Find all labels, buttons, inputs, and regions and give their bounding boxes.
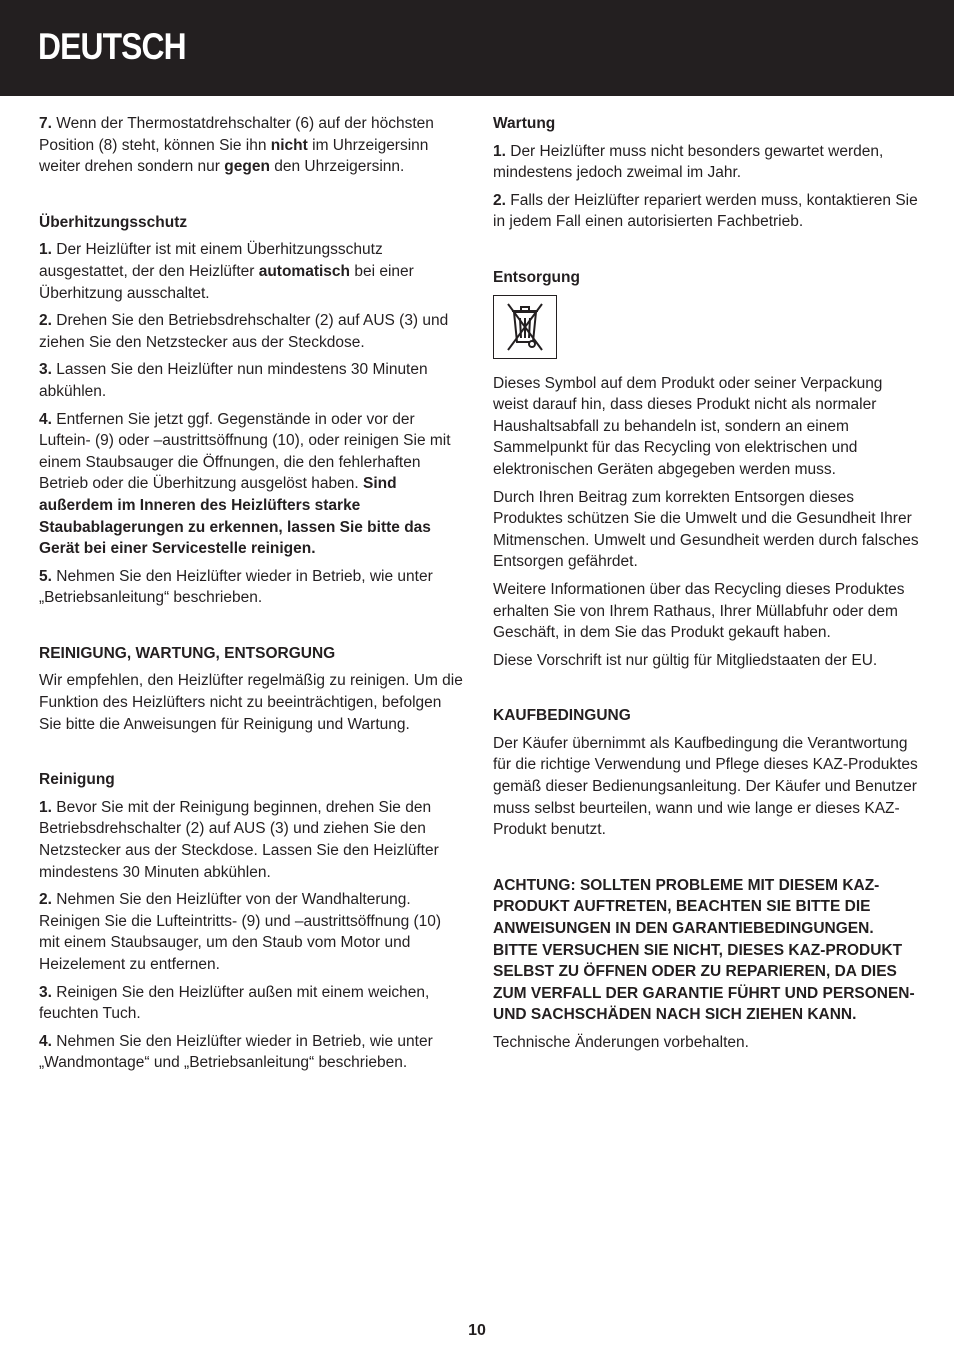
maintenance-heading: Wartung (493, 115, 556, 132)
step-7: 7. Wenn der Thermostatdrehschalter (6) auf der höchsten Position (8) steht, können Sie ihn nicht im Uhrzeigersinn weiter drehen sondern nur gegen den Uhrzeigersinn. (39, 115, 434, 176)
disposal-paragraph-4: Diese Vorschrift ist nur gültig für Mitgliedstaaten der EU. (493, 651, 878, 669)
cleaning-step-3: 3. Reinigen Sie den Heizlüfter außen mit einem weichen, feuchten Tuch. (39, 983, 430, 1023)
page-header (0, 0, 954, 96)
cleaning-step-2: 2. Nehmen Sie den Heizlüfter von der Wandhalterung. Reinigen Sie die Lufteintritts- (9) und –austrittsöffnung (10) mit einem Staubsauger, um den Staub vom Motor und Heizelement zu entfernen. (39, 891, 442, 973)
overheat-step-3: 3. Lassen Sie den Heizlüfter nun mindestens 30 Minuten abkühlen. (39, 361, 428, 400)
right-column (493, 113, 921, 1060)
overheat-step-5: 5. Nehmen Sie den Heizlüfter wieder in Betrieb, wie unter „Betriebsanleitung“ beschrieben. (39, 567, 433, 607)
maintenance-step-2: 2. Falls der Heizlüfter repariert werden muss, kontaktieren Sie in jedem Fall einen autorisierten Fachbetrieb. (493, 191, 918, 231)
rwe-heading: REINIGUNG, WARTUNG, ENTSORGUNG (39, 644, 336, 662)
warning-text: ACHTUNG: SOLLTEN PROBLEME MIT DIESEM KAZ-PRODUKT AUFTRETEN, BEACHTEN SIE BITTE DIE ANWEISUNGEN IN DEN GARANTIEBEDINGUNGEN. BITTE VERSUCHEN SIE NICHT, DIESES KAZ-PRODUKT SELBST ZU ÖFFNEN ODER ZU REPARIEREN, DA DIES ZUM VERFALL DER GARANTIE FÜHRT UND PERSONEN- UND SACHSCHÄDEN NACH SICH ZIEHEN KANN. (493, 876, 915, 1024)
cleaning-step-4: 4. Nehmen Sie den Heizlüfter wieder in Betrieb, wie unter „Wandmontage“ und „Betriebsanleitung“ beschrieben. (39, 1032, 433, 1072)
page-number: 10 (468, 1322, 486, 1339)
rwe-text: Wir empfehlen, den Heizlüfter regelmäßig zu reinigen. Um die Funktion des Heizlüfters nicht zu beeinträchtigen, befolgen Sie bitte die Anweisungen für Reinigung und Wartung. (39, 672, 463, 733)
footnote-text: Technische Änderungen vorbehalten. (493, 1034, 749, 1051)
purchase-heading: KAUFBEDINGUNG (493, 707, 631, 725)
overheat-heading: Überhitzungsschutz (39, 213, 188, 231)
disposal-paragraph-3: Weitere Informationen über das Recycling dieses Produktes erhalten Sie von Ihrem Rathaus, Ihrer Müllabfuhr oder dem Geschäft, in dem Sie das Produkt gekauft haben. (493, 580, 905, 642)
disposal-heading: Entsorgung (493, 268, 580, 286)
maintenance-step-1: 1. Der Heizlüfter muss nicht besonders gewartet werden, mindestens jedoch zweimal im Jahr. (493, 142, 884, 182)
overheat-step-2: 2. Drehen Sie den Betriebsdrehschalter (2) auf AUS (3) und ziehen Sie den Netzstecker aus der Steckdose. (39, 312, 449, 351)
cleaning-heading: Reinigung (39, 771, 115, 789)
disposal-paragraph-1: Dieses Symbol auf dem Produkt oder seiner Verpackung weist darauf hin, dass dieses Produkt nicht als normaler Haushaltsabfall zu behandeln ist, sondern an einem Sammelpunkt für das Recycling von elektrischen und elektronischen Geräten abgegeben werden muss. (493, 374, 883, 478)
overheat-step-1: 1. Der Heizlüfter ist mit einem Überhitzungsschutz ausgestattet, der den Heizlüfter automatisch bei einer Überhitzung ausschaltet. (39, 241, 414, 302)
disposal-paragraph-2: Durch Ihren Beitrag zum korrekten Entsorgen dieses Produktes schützen Sie die Umwelt und die Gesundheit Ihrer Mitmenschen. Umwelt und Gesundheit werden durch falsches Entsorgen gefährdet. (493, 488, 919, 571)
language-title: DEUTSCH (38, 26, 186, 67)
cleaning-step-1: 1. Bevor Sie mit der Reinigung beginnen, drehen Sie den Betriebsdrehschalter (2) auf AUS (3) und ziehen Sie den Netzstecker aus der Steckdose. Lassen Sie den Heizlüfter mindestens 30 Minuten abkühlen. (39, 798, 439, 881)
overheat-step-4: 4. Entfernen Sie jetzt ggf. Gegenstände in oder vor der Luftein- (9) oder –austrittsöffnung (10), oder reinigen Sie mit einem Staubsauger die Öffnungen, die den fehlerhaften Betrieb oder die Überhitzung ausgelöst haben. Sind außerdem im Inneren des Heizlüfters starke Staubablagerungen zu erkennen, lassen Sie bitte das Gerät bei einer Servicestelle reinigen. (39, 410, 451, 558)
left-column (39, 113, 465, 1080)
crossed-out-wheelie-bin-icon (493, 295, 557, 359)
purchase-text: Der Käufer übernimmt als Kaufbedingung die Verantwortung für die richtige Verwendung und Pflege dieses KAZ-Produktes gemäß dieser Bedienungsanleitung. Der Käufer und Benutzer muss selbst beurteilen, wann und wie lange er dieses KAZ-Produkt benutzt. (493, 734, 918, 839)
